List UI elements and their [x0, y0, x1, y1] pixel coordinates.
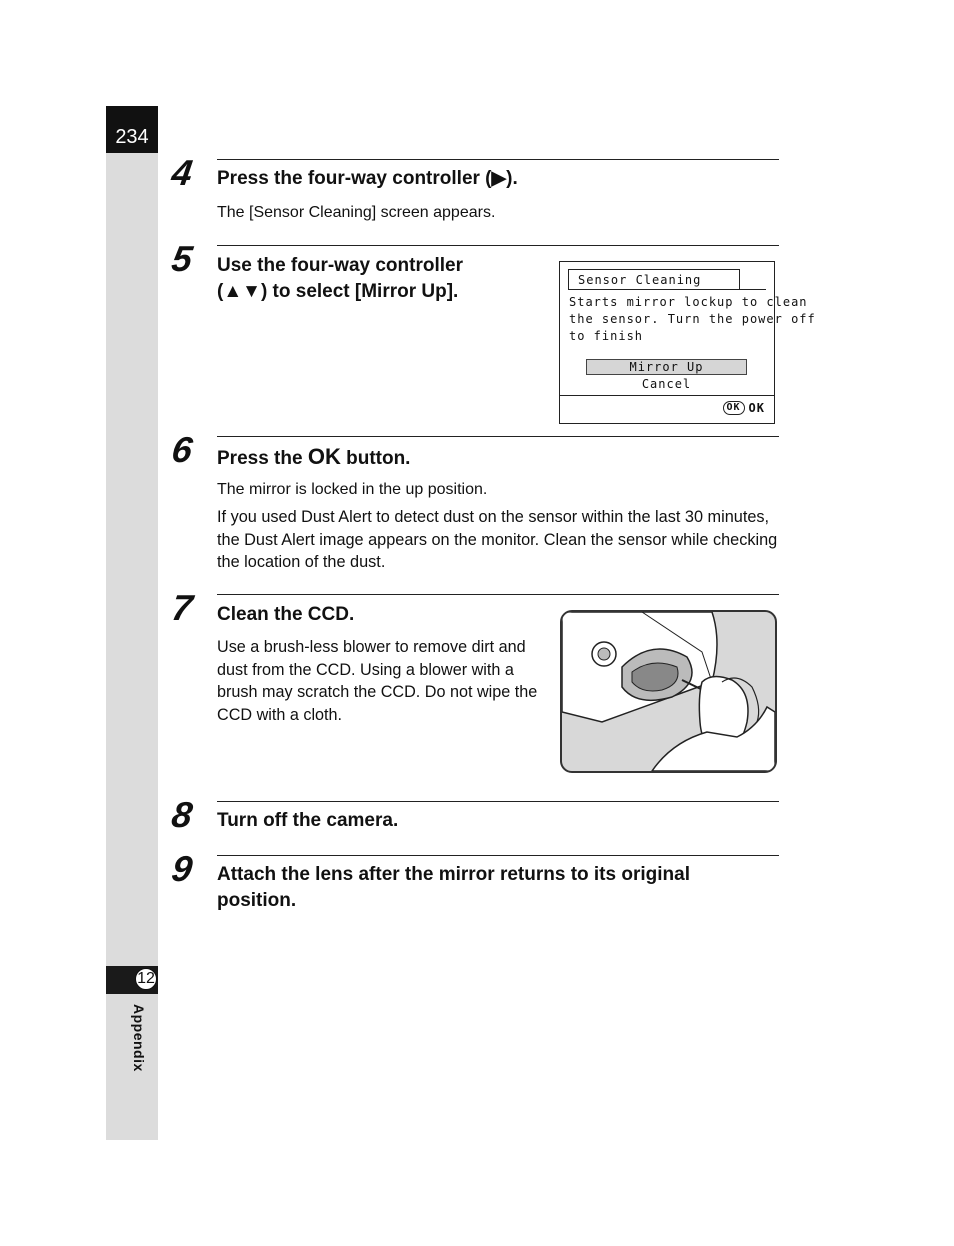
step-number: 6: [169, 429, 194, 470]
screen-divider: [560, 395, 774, 396]
step-divider: [217, 436, 779, 437]
step-heading-line: Use the four-way controller: [217, 255, 463, 276]
step-heading: Clean the CCD.: [217, 604, 355, 625]
step-number: 7: [169, 587, 194, 628]
ok-hint-label: OK: [748, 401, 765, 415]
step-number: 5: [169, 238, 194, 279]
camera-blower-illustration: [562, 612, 775, 771]
chapter-label: Appendix: [131, 1004, 147, 1072]
screen-title: Sensor Cleaning: [568, 269, 740, 289]
step-divider: [217, 159, 779, 160]
step-divider: [217, 594, 779, 595]
step-text: Use a brush-less blower to remove dirt and dust from the CCD. Using a blower with a brush may scratch the CCD. Do not wipe the CCD with a cloth.: [217, 638, 538, 724]
step-heading-line: (▲▼) to select [Mirror Up].: [217, 281, 459, 302]
step-divider: [217, 801, 779, 802]
chapter-number: 12: [135, 968, 157, 990]
step-heading: Press the four-way controller (▶).: [217, 168, 518, 189]
ok-hint: [723, 401, 766, 415]
step-divider: [217, 855, 779, 856]
menu-option-cancel: Cancel: [641, 377, 692, 391]
step-text: The mirror is locked in the up position.: [217, 481, 488, 498]
step-heading-part: button.: [340, 448, 411, 469]
step-divider: [217, 245, 779, 246]
cleaning-illustration: [560, 610, 777, 773]
menu-option-mirror-up: Mirror Up: [586, 359, 747, 375]
step-heading: Attach the lens after the mirror returns to its original position.: [217, 864, 690, 911]
ok-symbol: OK: [307, 444, 341, 469]
step-heading-part: Press the: [217, 448, 308, 469]
step-number: 4: [169, 152, 194, 193]
sensor-cleaning-screen: [559, 261, 816, 424]
step-text: The [Sensor Cleaning] screen appears.: [217, 204, 496, 221]
step-heading: Turn off the camera.: [217, 810, 399, 831]
step-text: If you used Dust Alert to detect dust on the sensor within the last 30 minutes, the Dust Alert image appears on the monitor. Clean the sensor while checking the location of the dust.: [217, 508, 778, 571]
screen-message: Starts mirror lockup to clean the sensor. Turn the power off to finish: [569, 295, 816, 343]
step-heading: [217, 444, 410, 472]
step-number: 9: [169, 848, 194, 889]
screen-divider: [568, 289, 766, 290]
step-heading: [217, 253, 463, 305]
step-number: 8: [169, 794, 194, 835]
ok-button-icon: OK: [723, 401, 745, 415]
page-number: 234: [106, 106, 158, 153]
